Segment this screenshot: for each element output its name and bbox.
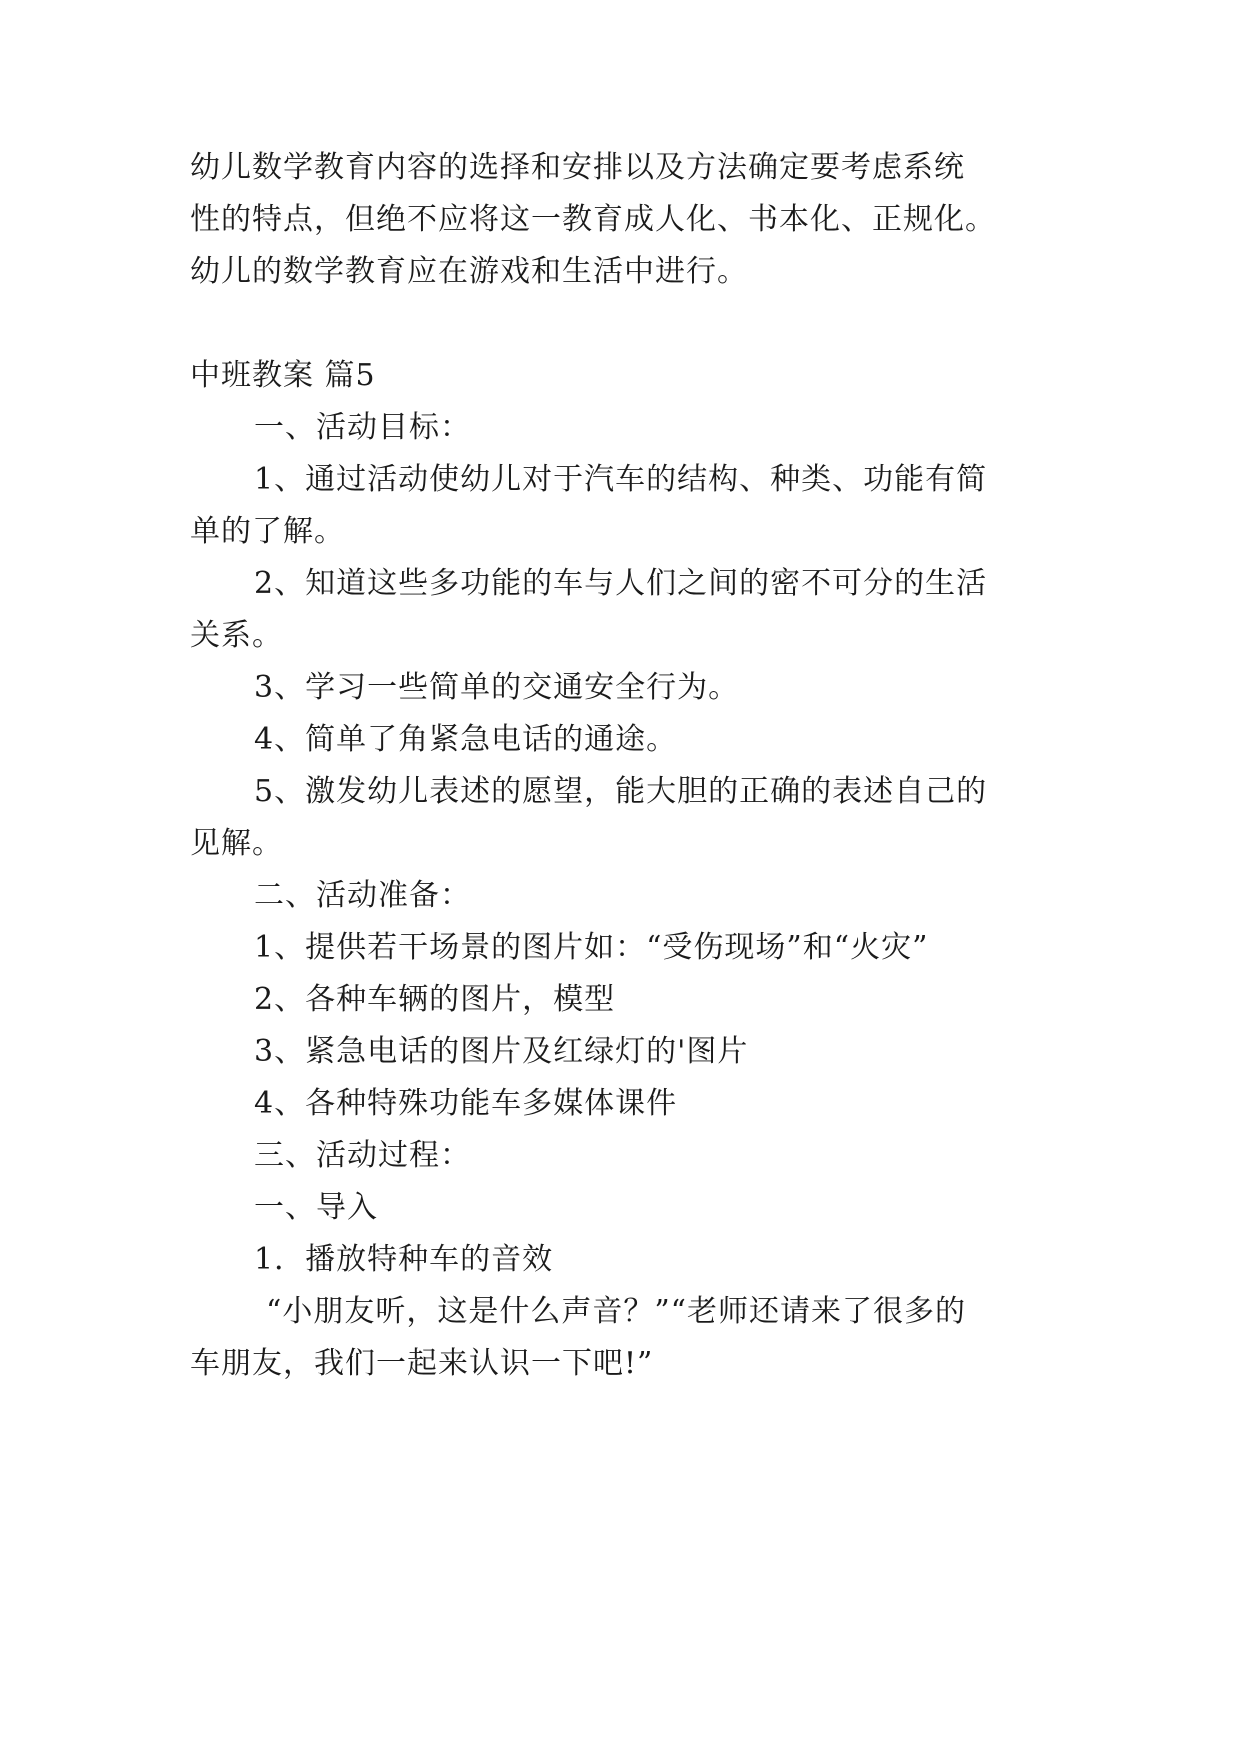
- intro-line: 幼儿的数学教育应在游戏和生活中进行。: [190, 254, 748, 289]
- preparation-item: 2、各种车辆的图片，模型: [254, 982, 616, 1017]
- process-step: 1．播放特种车的音效: [254, 1242, 554, 1277]
- goal-item: 5、激发幼儿表述的愿望，能大胆的正确的表述自己的: [254, 774, 988, 809]
- preparation-item: 3、紧急电话的图片及红绿灯的'图片: [254, 1034, 749, 1069]
- goal-item: 2、知道这些多功能的车与人们之间的密不可分的生活: [254, 566, 988, 601]
- goal-item: 3、学习一些简单的交通安全行为。: [254, 670, 740, 705]
- intro-line: 幼儿数学教育内容的选择和安排以及方法确定要考虑系统: [190, 150, 965, 185]
- preparation-item: 1、提供若干场景的图片如：“受伤现场”和“火灾”: [254, 930, 929, 965]
- goal-item: 1、通过活动使幼儿对于汽车的结构、种类、功能有简: [254, 462, 988, 497]
- preparation-item: 4、各种特殊功能车多媒体课件: [254, 1086, 678, 1121]
- goal-item-continuation: 关系。: [190, 618, 283, 653]
- process-quote-continuation: 车朋友，我们一起来认识一下吧!”: [190, 1346, 654, 1381]
- process-quote: “小朋友听，这是什么声音？”“老师还请来了很多的: [266, 1294, 967, 1329]
- goals-heading: 一、活动目标：: [254, 410, 471, 445]
- process-heading: 三、活动过程：: [254, 1138, 471, 1173]
- intro-line: 性的特点，但绝不应将这一教育成人化、书本化、正规化。: [190, 202, 996, 237]
- section-title: 中班教案 篇5: [190, 358, 376, 393]
- process-sub-heading: 一、导入: [254, 1190, 378, 1225]
- goal-item-continuation: 见解。: [190, 826, 283, 861]
- goal-item: 4、简单了角紧急电话的通途。: [254, 722, 678, 757]
- preparation-heading: 二、活动准备：: [254, 878, 471, 913]
- goal-item-continuation: 单的了解。: [190, 514, 345, 549]
